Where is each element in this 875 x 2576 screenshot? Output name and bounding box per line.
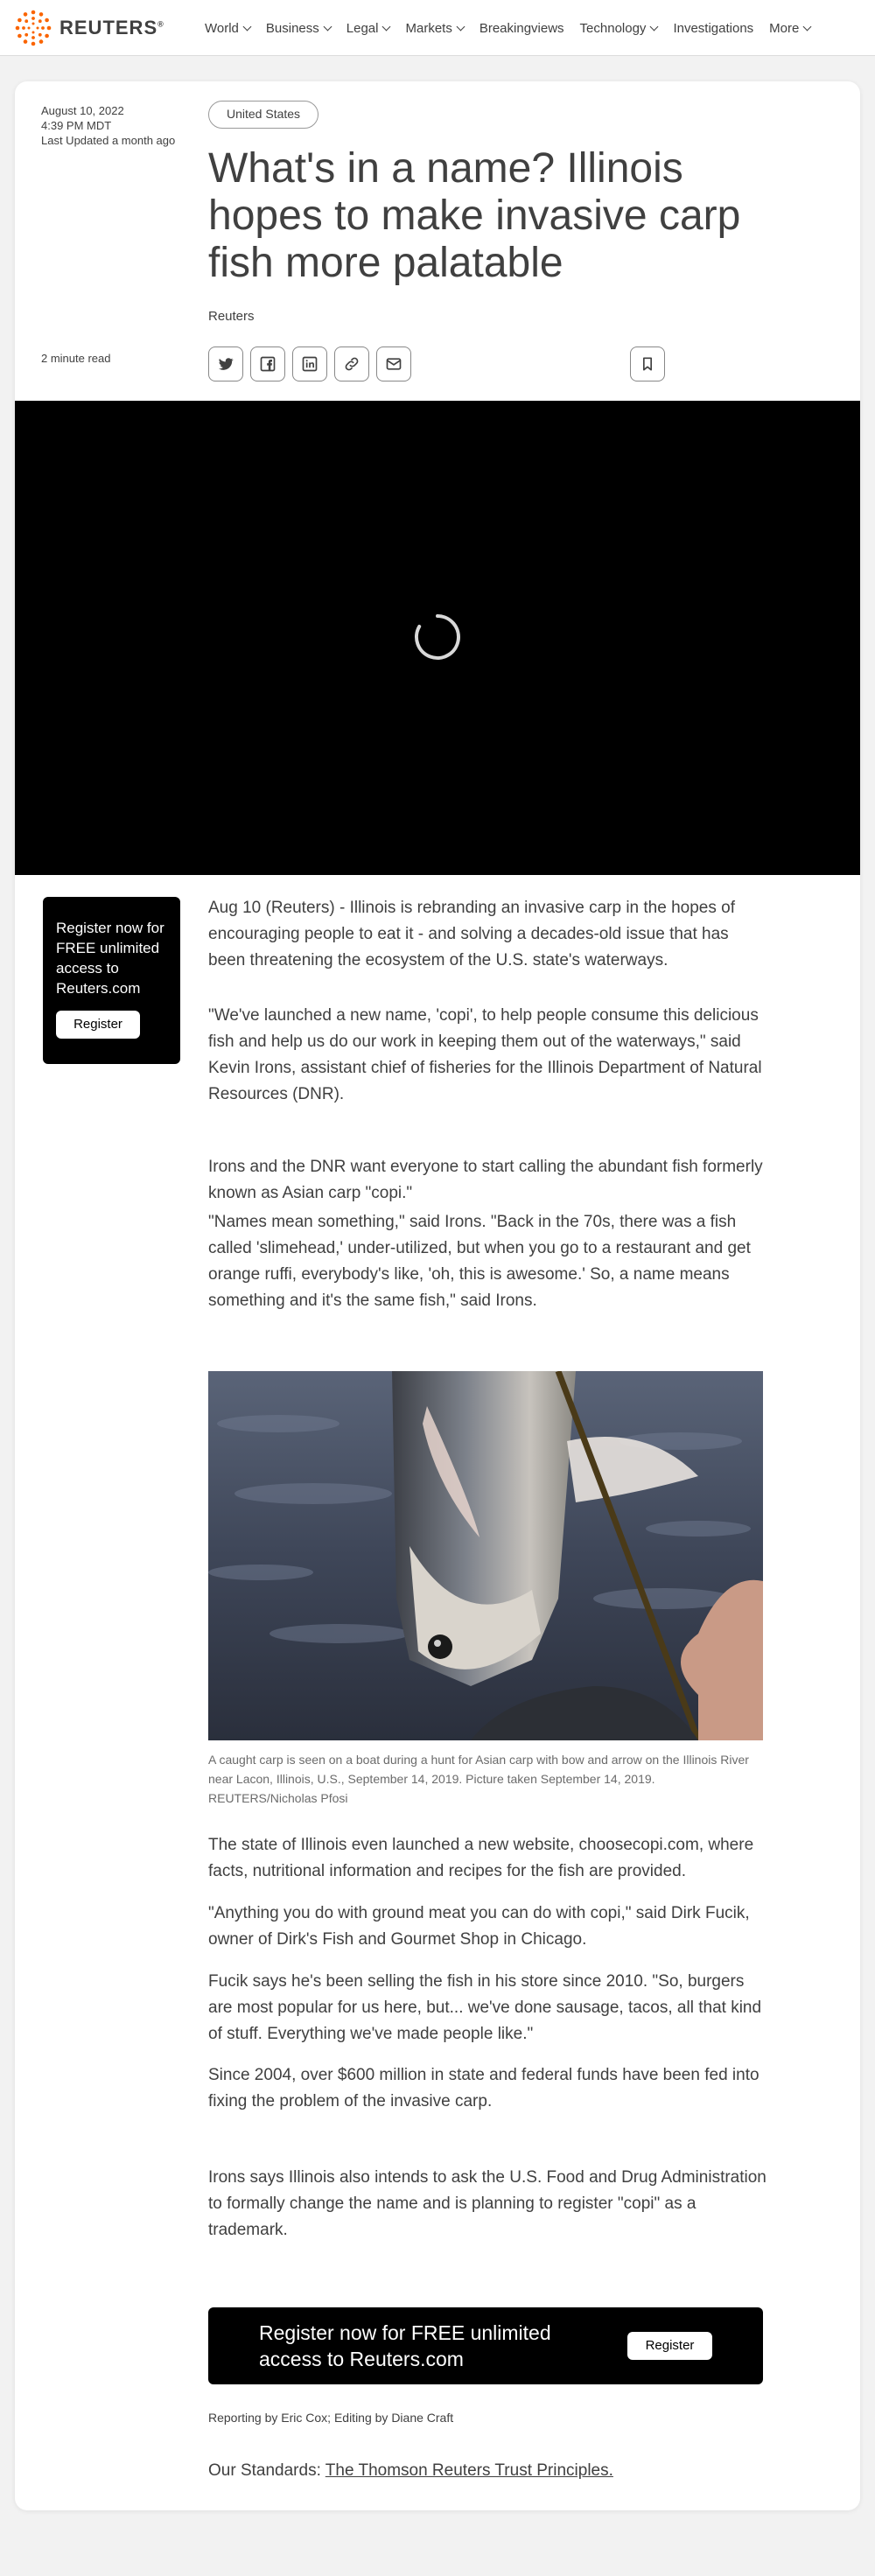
register-button[interactable]: Register	[56, 1011, 140, 1039]
register-promo-banner	[208, 2307, 763, 2384]
section-tag[interactable]: United States	[208, 101, 318, 129]
nav-item-label: Legal	[346, 20, 379, 36]
article-paragraph: Irons says Illinois also intends to ask the U.S. Food and Drug Administration to formally change the name and is planning to register "copi" as a trademark.	[208, 2168, 766, 2239]
nav-item-label: Technology	[579, 20, 647, 36]
email-share-button[interactable]	[376, 346, 411, 382]
chevron-down-icon	[456, 22, 465, 31]
trust-principles-link[interactable]: The Thomson Reuters Trust Principles.	[325, 2461, 613, 2480]
nav-item-breakingviews[interactable]	[480, 21, 564, 36]
chevron-down-icon	[803, 22, 812, 31]
twitter-icon	[217, 355, 234, 373]
photo-caption: A caught carp is seen on a boat during a hunt for Asian carp with bow and arrow on the Illinois River near Lacon, Illinois, U.S., September 14, 2019. Picture taken September 14, 2019. REUTERS/Nicholas Pfosi	[208, 1753, 749, 1805]
article-paragraph: Irons and the DNR want everyone to start calling the abundant fish formerly known as Asian carp "copi."	[208, 1158, 763, 1202]
nav-item-world[interactable]	[205, 21, 250, 36]
article-paragraph: "Anything you do with ground meat you can do with copi," said Dirk Fucik, owner of Dirk's Fish and Gourmet Shop in Chicago.	[208, 1904, 750, 1949]
article-paragraph: "We've launched a new name, 'copi', to help people consume this delicious fish and help us do our work in keeping them out of the waterways," said Kevin Irons, assistant chief of fisheries for the Illinois Department of Natural Resources (DNR).	[208, 1006, 762, 1103]
nav-item-investigations[interactable]	[673, 21, 753, 36]
link-icon	[343, 355, 360, 373]
nav-item-label: Markets	[405, 20, 452, 36]
share-bar	[208, 346, 411, 382]
promo-text: Register now for FREE unlimited access to Reuters.com	[259, 2321, 551, 2370]
nav-item-technology[interactable]	[580, 21, 658, 36]
article-paragraph: Fucik says he's been selling the fish in his store since 2010. "So, burgers are most popular for us here, but... we've done sausage, tacos, all that kind of stuff. Everything we've made people like."	[208, 1972, 762, 2043]
nav-item-label: More	[769, 20, 800, 36]
reuters-logo-icon	[14, 9, 52, 47]
reuters-logo[interactable]	[14, 9, 164, 47]
loading-spinner-icon	[413, 612, 462, 662]
brand-name: REUTERS®	[60, 17, 164, 38]
reporting-credit: Reporting by Eric Cox; Editing by Diane Craft	[208, 2411, 454, 2425]
nav-item-label: Business	[265, 20, 319, 36]
linkedin-share-button[interactable]	[292, 346, 327, 382]
nav-item-business[interactable]	[266, 21, 331, 36]
bookmark-button[interactable]	[630, 346, 665, 382]
facebook-share-button[interactable]	[250, 346, 285, 382]
nav-item-legal[interactable]	[346, 21, 390, 36]
publish-time: 4:39 PM MDT	[41, 119, 112, 132]
register-button[interactable]: Register	[627, 2332, 712, 2360]
article-paragraph: Since 2004, over $600 million in state and federal funds have been fed into fixing the problem of the invasive carp.	[208, 2066, 760, 2110]
article-photo[interactable]	[208, 1371, 763, 1740]
nav-item-more[interactable]	[769, 21, 810, 36]
chevron-down-icon	[242, 22, 251, 31]
publish-date: August 10, 2022	[41, 104, 124, 117]
article-paragraph: Aug 10 (Reuters) - Illinois is rebranding an invasive carp in the hopes of encouraging people to eat it - and solving a decades-old issue that has been threatening the ecosystem of the U.S. state's waterways.	[208, 899, 735, 970]
twitter-share-button[interactable]	[208, 346, 243, 382]
register-promo-sidebar	[43, 897, 180, 1064]
article-paragraph: The state of Illinois even launched a new website, choosecopi.com, where facts, nutritional information and recipes for the fish are provided.	[208, 1836, 754, 1880]
nav-item-label: Breakingviews	[479, 20, 564, 36]
chevron-down-icon	[323, 22, 332, 31]
site-header	[0, 0, 875, 56]
chevron-down-icon	[650, 22, 659, 31]
standards-prefix: Our Standards:	[208, 2461, 326, 2480]
chevron-down-icon	[382, 22, 391, 31]
byline[interactable]: Reuters	[208, 309, 255, 324]
standards-line	[208, 2461, 613, 2481]
nav-item-label: World	[205, 20, 239, 36]
article-headline: What's in a name? Illinois hopes to make invasive carp fish more palatable	[208, 145, 741, 286]
read-time: 2 minute read	[41, 352, 111, 365]
email-icon	[385, 355, 402, 373]
promo-text: Register now for FREE unlimited access to Reuters.com	[56, 920, 164, 997]
article-meta	[41, 103, 175, 148]
main-nav	[205, 0, 826, 56]
last-updated: Last Updated a month ago	[41, 134, 176, 147]
nav-item-label: Investigations	[673, 20, 754, 36]
bookmark-icon	[639, 355, 656, 373]
article-paragraph: "Names mean something," said Irons. "Back in the 70s, there was a fish called 'slimehead,' under-utilized, but when you go to a restaurant and get orange ruffi, everybody's like, 'oh, this is awesome.' So, a name means something and it's the same fish," said Irons.	[208, 1213, 751, 1310]
carp-photo-image	[208, 1371, 763, 1740]
linkedin-icon	[301, 355, 318, 373]
nav-item-markets[interactable]	[405, 21, 463, 36]
facebook-icon	[259, 355, 276, 373]
copy-link-button[interactable]	[334, 346, 369, 382]
